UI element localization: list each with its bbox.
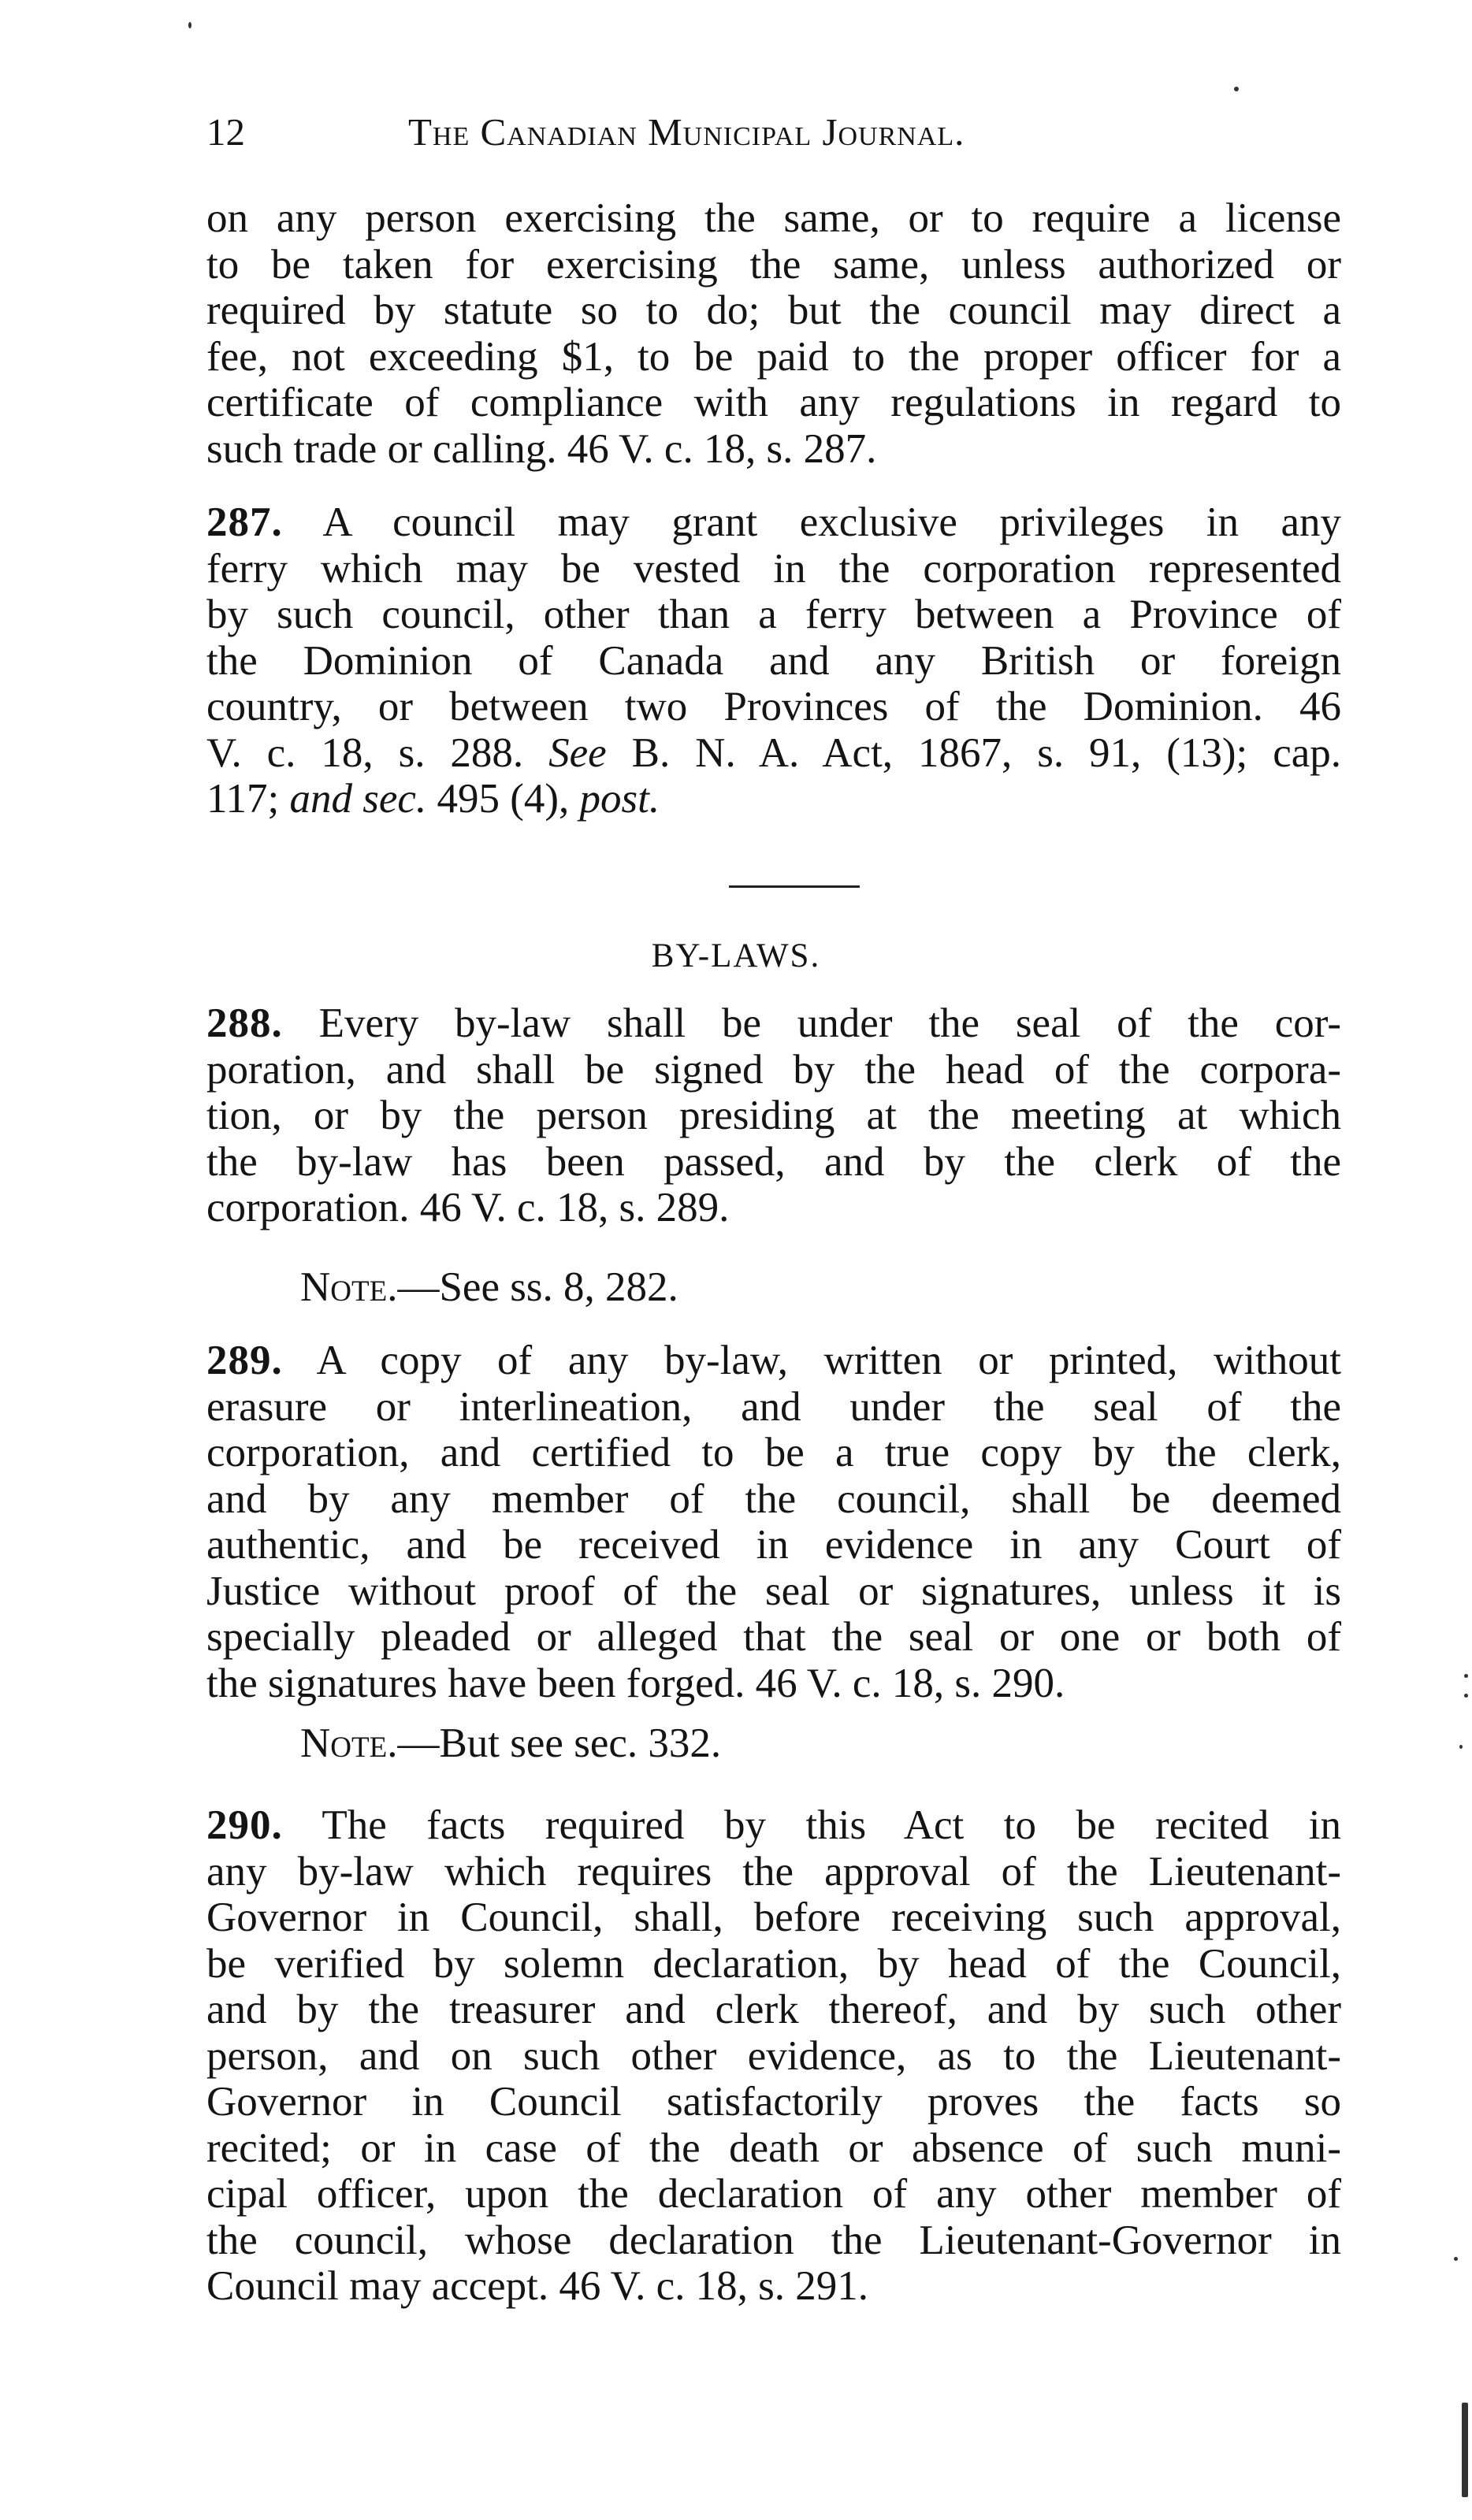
- section-288: [206, 1000, 1341, 1231]
- section-line: Justice without proof of the seal or signatures, unless it is: [206, 1568, 1341, 1614]
- section-heading: BY-LAWS.: [651, 937, 821, 974]
- section-line: [206, 776, 1341, 822]
- section-287: [206, 499, 1341, 822]
- citation-italic: See: [548, 729, 607, 776]
- section-line: the signatures have been forged. 46 V. c. 18, s. 290.: [206, 1660, 1065, 1706]
- note-label: Note.: [300, 1720, 398, 1766]
- section-first-line: [206, 499, 1341, 546]
- paragraph-line: fee, not exceeding $1, to be paid to the proper officer for a: [206, 333, 1341, 380]
- section-first-line: [206, 1802, 1341, 1849]
- section-line: authentic, and be received in evidence in any Court of: [206, 1522, 1341, 1568]
- section-line: poration, and shall be signed by the head of the corpora-: [206, 1046, 1341, 1093]
- section-line: cipal officer, upon the declaration of any other member of: [206, 2171, 1341, 2217]
- paragraph-line: on any person exercising the same, or to require a license: [206, 195, 1341, 241]
- section-number: 290.: [206, 1802, 283, 1848]
- section-line: and by the treasurer and clerk thereof, and by such other: [206, 1987, 1341, 2032]
- section-line: [206, 730, 1341, 777]
- section-first-line: [206, 1000, 1341, 1047]
- section-number: 287.: [206, 499, 283, 545]
- section-text: The facts required by this Act to be recited in: [322, 1802, 1342, 1848]
- section-line: the Dominion of Canada and any British or foreign: [206, 637, 1341, 684]
- section-divider: [729, 885, 860, 888]
- print-speck: [1454, 2257, 1458, 2261]
- section-line: Governor in Council satisfactorily proves the facts so: [206, 2079, 1341, 2125]
- binding-edge-mark: [1462, 2403, 1468, 2497]
- note-text: —But see sec. 332.: [397, 1720, 722, 1766]
- continued-paragraph: [206, 195, 1341, 472]
- section-first-line: [206, 1338, 1341, 1384]
- section-line: any by-law which requires the approval of the Lieutenant-: [206, 1848, 1341, 1895]
- section-line: erasure or interlineation, and under the seal of the: [206, 1383, 1341, 1430]
- section-line: specially pleaded or alleged that the seal or one or both of: [206, 1614, 1341, 1660]
- paragraph-line: to be taken for exercising the same, unless authorized or: [206, 241, 1341, 288]
- citation-text: 495 (4),: [437, 776, 570, 822]
- section-line: be verified by solemn declaration, by head of the Council,: [206, 1940, 1341, 1987]
- print-speck: [188, 22, 191, 28]
- note-label: Note.: [300, 1264, 398, 1310]
- section-line: country, or between two Provinces of the Dominion. 46: [206, 684, 1341, 729]
- section-text: Every by-law shall be under the seal of the cor-: [318, 1000, 1341, 1046]
- section-line: person, and on such other evidence, as to the Lieutenant-: [206, 2032, 1341, 2079]
- section-number: 289.: [206, 1338, 283, 1383]
- note-text: —See ss. 8, 282.: [397, 1264, 678, 1310]
- section-290: [206, 1802, 1341, 2310]
- journal-title: The Canadian Municipal Journal.: [408, 110, 965, 154]
- print-speck: [1464, 1694, 1468, 1698]
- print-speck: [1459, 1745, 1463, 1749]
- print-speck: [1234, 87, 1239, 91]
- section-line: Governor in Council, shall, before receiving such approval,: [206, 1895, 1341, 1940]
- section-number: 288.: [206, 1000, 283, 1046]
- section-line: and by any member of the council, shall be deemed: [206, 1475, 1341, 1522]
- citation-text: 117;: [206, 776, 280, 822]
- citation-italic: post.: [579, 776, 660, 822]
- section-line: by such council, other than a ferry between a Province of: [206, 592, 1341, 637]
- citation-italic: and sec.: [289, 776, 427, 822]
- note-288: [300, 1264, 678, 1311]
- section-line: the council, whose declaration the Lieutenant-Governor in: [206, 2217, 1341, 2263]
- citation-text: V. c. 18, s. 288.: [206, 729, 524, 776]
- section-line: tion, or by the person presiding at the meeting at which: [206, 1093, 1341, 1138]
- citation-text: B. N. A. Act, 1867, s. 91, (13); cap.: [631, 729, 1342, 776]
- section-text: A council may grant exclusive privileges in any: [322, 499, 1342, 545]
- section-line: recited; or in case of the death or absence of such muni-: [206, 2125, 1341, 2171]
- paragraph-line: required by statute so to do; but the council may direct a: [206, 288, 1341, 333]
- section-line: corporation. 46 V. c. 18, s. 289.: [206, 1185, 730, 1230]
- paragraph-line: such trade or calling. 46 V. c. 18, s. 287.: [206, 425, 877, 472]
- section-line: the by-law has been passed, and by the clerk of the: [206, 1138, 1341, 1185]
- page-number: 12: [206, 110, 245, 154]
- print-speck: [1464, 1674, 1468, 1678]
- section-text: A copy of any by-law, written or printed, without: [316, 1338, 1341, 1383]
- paragraph-line: certificate of compliance with any regulations in regard to: [206, 380, 1341, 425]
- note-289: [300, 1720, 721, 1767]
- section-line: ferry which may be vested in the corporation represented: [206, 545, 1341, 592]
- section-289: [206, 1338, 1341, 1706]
- section-line: Council may accept. 46 V. c. 18, s. 291.: [206, 2263, 869, 2309]
- running-head: [206, 101, 1341, 164]
- section-line: corporation, and certified to be a true copy by the clerk,: [206, 1430, 1341, 1475]
